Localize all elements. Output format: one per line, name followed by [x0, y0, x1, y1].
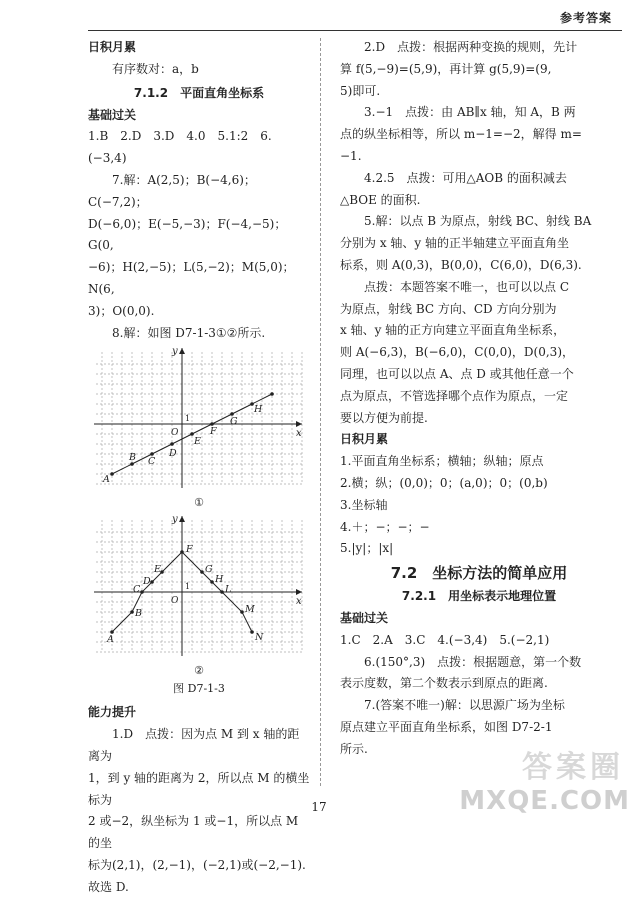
point-label: C — [148, 456, 156, 468]
heading-basic: 基础过关 — [88, 107, 137, 122]
plot-point — [220, 591, 224, 595]
text-line: 1，到 y 轴的距离为 2，所以点 M 的横坐标为 — [88, 770, 310, 807]
running-header: 参考答案 — [559, 11, 612, 25]
plot-point — [270, 393, 274, 397]
section-title-2: 7.2 坐标方法的简单应用 — [390, 564, 568, 583]
text-line: 5)即可. — [340, 83, 381, 98]
left-column — [88, 37, 310, 899]
figure-label-2: ② — [194, 664, 204, 678]
coordinate-graph-2 — [88, 512, 310, 662]
text-line: 1.平面直角坐标系；横轴；纵轴；原点 — [340, 454, 544, 469]
plot-point — [150, 581, 154, 585]
text-line: 算 f(5,−9)=(5,9)，再计算 g(5,9)=(9, — [340, 61, 552, 76]
text-line: 所示. — [340, 741, 368, 756]
text-line: 则 A(−6,3)，B(−6,0)，C(0,0)，D(0,3)， — [340, 345, 575, 360]
point-label: M — [245, 604, 255, 616]
text-line: 7.(答案不唯一)解：以思源广场为坐标 — [364, 698, 565, 713]
text-line: 标系，则 A(0,3)，B(0,0)，C(6,0)，D(6,3). — [340, 257, 582, 272]
text-line: 7.解：A(2,5)；B(−4,6)；C(−7,2)； — [88, 172, 256, 209]
text-line: 6.(150°,3) 点拨：根据题意，第一个数 — [364, 654, 582, 669]
heading-daily: 日积月累 — [88, 40, 137, 54]
point-label: D — [169, 448, 177, 460]
y-axis-label: y — [172, 514, 178, 526]
point-label: G — [205, 564, 213, 576]
plot-point — [130, 611, 134, 615]
point-label: L — [225, 584, 232, 596]
y-axis-arrow — [179, 516, 185, 522]
origin-label: O — [171, 596, 179, 607]
text-line: 同理，也可以以点 A、点 D 或其他任意一个 — [340, 366, 574, 381]
plot-point — [240, 611, 244, 615]
figure-label-1: ① — [194, 496, 204, 510]
text-line: 为原点，射线 BC 方向、CD 方向分别为 — [340, 301, 557, 316]
text-line: 1.B 2.D 3.D 4.0 5.1:2 6.(−3,4) — [88, 129, 272, 166]
text-line: 点拨：本题答案不唯一，也可以以点 C — [364, 279, 569, 294]
text-line: 要以方便为前提. — [340, 410, 428, 425]
point-label: C — [133, 584, 141, 596]
text-line: 3.坐标轴 — [340, 497, 388, 512]
plot-point — [200, 571, 204, 575]
text-line: 故选 D. — [88, 879, 129, 894]
x-axis-arrow — [296, 589, 302, 595]
plot-point — [250, 631, 254, 635]
x-axis-label: x — [296, 596, 302, 608]
text-line: 原点建立平面直角坐标系，如图 D7-2-1 — [340, 719, 553, 734]
text-line: 5.解：以点 B 为原点，射线 BC、射线 BA — [364, 214, 592, 229]
heading-daily-2: 日积月累 — [340, 432, 389, 447]
x-axis-arrow — [296, 421, 302, 427]
text-line: 2.横；纵；(0,0)；0；(a,0)；0；(0,b) — [340, 475, 548, 490]
plot-point — [170, 443, 174, 447]
point-label: E — [154, 564, 161, 576]
point-label: H — [254, 404, 263, 416]
coordinate-graph-1 — [88, 344, 310, 494]
text-line: △BOE 的面积. — [340, 192, 421, 207]
text-line: 标为(2,1)，(2,−1)，(−2,1)或(−2,−1). — [88, 857, 306, 872]
point-label: B — [135, 608, 142, 620]
x-axis-label: x — [296, 428, 302, 440]
heading-basic-2: 基础过关 — [340, 610, 389, 625]
point-label: N — [255, 632, 264, 644]
text-line: D(−6,0)；E(−5,−3)；F(−4,−5)；G(0, — [88, 216, 287, 253]
point-label: F — [210, 426, 217, 438]
text-line: 点的纵坐标相等，所以 m−1=−2，解得 m= — [340, 127, 582, 142]
text-line: 5.|y|；|x| — [340, 541, 394, 556]
point-label: H — [215, 574, 224, 586]
point-label: F — [186, 544, 193, 556]
unit-label: 1 — [185, 414, 191, 424]
plot-point — [180, 551, 184, 555]
point-label: G — [230, 416, 238, 428]
figure-caption: 图 D7-1-3 — [173, 682, 225, 696]
text-line: 3)；O(0,0). — [88, 303, 155, 318]
text-line: 2 或−2，纵坐标为 1 或−1，所以点 M 的坐 — [88, 814, 299, 851]
text-line: 3.−1 点拨：由 AB∥x 轴，知 A，B 两 — [364, 105, 576, 120]
text-line: 有序数对：a，b — [112, 61, 199, 76]
y-axis-label: y — [172, 346, 178, 358]
section-title: 7.1.2 平面直角坐标系 — [133, 85, 265, 100]
point-label: E — [194, 436, 201, 448]
plot-point — [210, 581, 214, 585]
text-line: 分别为 x 轴、y 轴的正半轴建立平面直角坐 — [340, 236, 569, 251]
text-line: 4.＋；−；−；− — [340, 519, 430, 534]
plot-point — [140, 591, 144, 595]
watermark-url: MXQE.COM — [459, 786, 630, 816]
text-line: −1. — [340, 148, 362, 163]
point-label: B — [129, 452, 136, 464]
text-line: 点为原点，不管选择哪个点作为原点，一定 — [340, 388, 569, 403]
point-label: A — [103, 474, 110, 486]
point-label: A — [107, 634, 114, 646]
subsection-title: 7.2.1 用坐标表示地理位置 — [401, 589, 557, 604]
watermark-logo: 答案圈 — [522, 750, 624, 785]
header-rule — [88, 30, 622, 31]
origin-label: O — [171, 428, 179, 439]
text-line: 2.D 点拨：根据两种变换的规则，先计 — [364, 40, 578, 54]
text-line: 8.解：如图 D7-1-3①②所示. — [112, 325, 266, 340]
right-column — [340, 37, 618, 761]
text-line: 1.C 2.A 3.C 4.(−3,4) 5.(−2,1) — [340, 632, 550, 647]
text-line: 1.D 点拨：因为点 M 到 x 轴的距离为 — [88, 727, 300, 763]
text-line: −6)；H(2,−5)；L(5,−2)；M(5,0)；N(6, — [88, 260, 295, 296]
heading-ability: 能力提升 — [88, 705, 137, 720]
unit-label: 1 — [185, 582, 191, 592]
text-line: x 轴、y 轴的正方向建立平面直角坐标系， — [340, 323, 566, 338]
text-line: 表示度数，第二个数表示到原点的距离. — [340, 676, 548, 691]
plot-point — [110, 473, 114, 477]
text-line: 4.2.5 点拨：可用△AOB 的面积减去 — [364, 170, 567, 185]
page-number: 17 — [311, 800, 327, 814]
column-divider — [320, 38, 321, 786]
point-label: D — [143, 576, 151, 588]
y-axis-arrow — [179, 348, 185, 354]
